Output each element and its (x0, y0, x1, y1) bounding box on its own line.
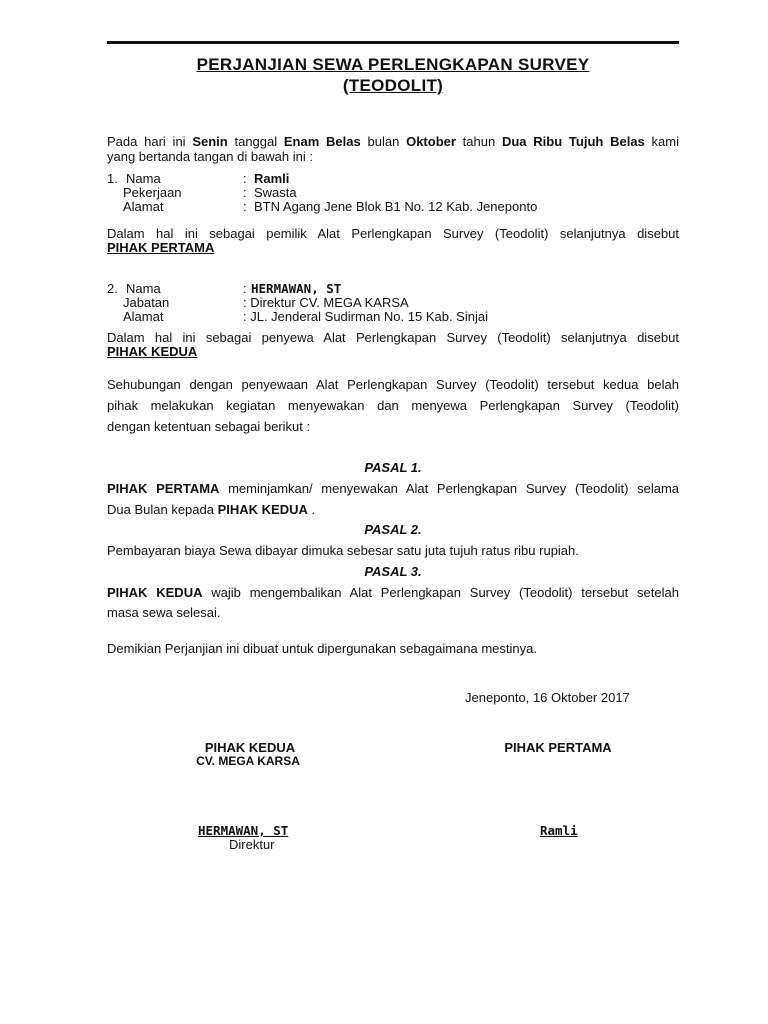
party1-job-colon: : (243, 185, 247, 200)
document-title: PERJANJIAN SEWA PERLENGKAPAN SURVEY (196, 55, 590, 74)
party1-name-label: Nama (126, 171, 161, 186)
context-line-3: dengan ketentuan sebagai berikut : (107, 419, 311, 434)
party1-description: Dalam hal ini sebagai pemilik Alat Perlengkapan Survey (Teodolit) selanjutnya disebut (107, 226, 679, 241)
top-rule (107, 41, 679, 44)
context-line-1: Sehubungan dengan penyewaan Alat Perlengkapan Survey (Teodolit) tersebut kedua belah (107, 377, 679, 392)
party1-number: 1. (107, 171, 118, 186)
pasal-3-heading: PASAL 3. (364, 564, 422, 579)
sig-right-name: Ramli (540, 823, 578, 838)
pasal-1-line-1: PIHAK PERTAMA meminjamkan/ menyewakan Alat Perlengkapan Survey (Teodolit) selama (107, 481, 679, 496)
closing-statement: Demikian Perjanjian ini dibuat untuk dipergunakan sebagaimana mestinya. (107, 641, 537, 656)
party1-role: PIHAK PERTAMA (107, 240, 215, 255)
party2-address-label: Alamat (123, 309, 164, 324)
party1-address-colon: : (243, 199, 247, 214)
party2-name-value: HERMAWAN, ST (251, 281, 342, 296)
party2-name-label: Nama (126, 281, 161, 296)
place-date: Jeneponto, 16 Oktober 2017 (465, 690, 630, 705)
party1-job-label: Pekerjaan (123, 185, 182, 200)
document-subtitle: (TEODOLIT) (342, 76, 444, 95)
sig-left-name: HERMAWAN, ST (198, 823, 289, 838)
context-line-2: pihak melakukan kegiatan menyewakan dan menyewa Perlengkapan Survey (Teodolit) (107, 398, 679, 413)
pasal-2-text: Pembayaran biaya Sewa dibayar dimuka sebesar satu juta tujuh ratus ribu rupiah. (107, 543, 579, 558)
pasal-3-line-1: PIHAK KEDUA wajib mengembalikan Alat Perlengkapan Survey (Teodolit) tersebut setelah (107, 585, 679, 600)
party2-description: Dalam hal ini sebagai penyewa Alat Perlengkapan Survey (Teodolit) selanjutnya disebut (107, 330, 679, 345)
party2-role: PIHAK KEDUA (107, 344, 198, 359)
pasal-1-line-2: Dua Bulan kepada PIHAK KEDUA . (107, 502, 316, 517)
party2-name-colon: : (243, 281, 247, 296)
sig-left-role: PIHAK KEDUA (204, 740, 296, 755)
party2-number: 2. (107, 281, 118, 296)
intro-line-2: yang bertanda tangan di bawah ini : (107, 149, 313, 164)
pasal-2-heading: PASAL 2. (364, 522, 422, 537)
party2-job-label: Jabatan (123, 295, 170, 310)
party1-address-label: Alamat (123, 199, 164, 214)
sig-left-title: Direktur (229, 837, 275, 852)
sig-left-company: CV. MEGA KARSA (196, 754, 300, 768)
party2-address-value: : JL. Jenderal Sudirman No. 15 Kab. Sinjai (243, 309, 488, 324)
pasal-1-heading: PASAL 1. (364, 460, 422, 475)
party1-job-value: Swasta (254, 185, 297, 200)
intro-paragraph: Pada hari ini Senin tanggal Enam Belas bulan Oktober tahun Dua Ribu Tujuh Belas kami (107, 134, 679, 149)
pasal-3-line-2: masa sewa selesai. (107, 605, 221, 620)
party1-name-value: Ramli (254, 171, 290, 186)
party1-name-colon: : (243, 171, 247, 186)
sig-right-role: PIHAK PERTAMA (504, 740, 612, 755)
party2-job-value: : Direktur CV. MEGA KARSA (243, 295, 409, 310)
party1-address-value: BTN Agang Jene Blok B1 No. 12 Kab. Jeneponto (254, 199, 538, 214)
